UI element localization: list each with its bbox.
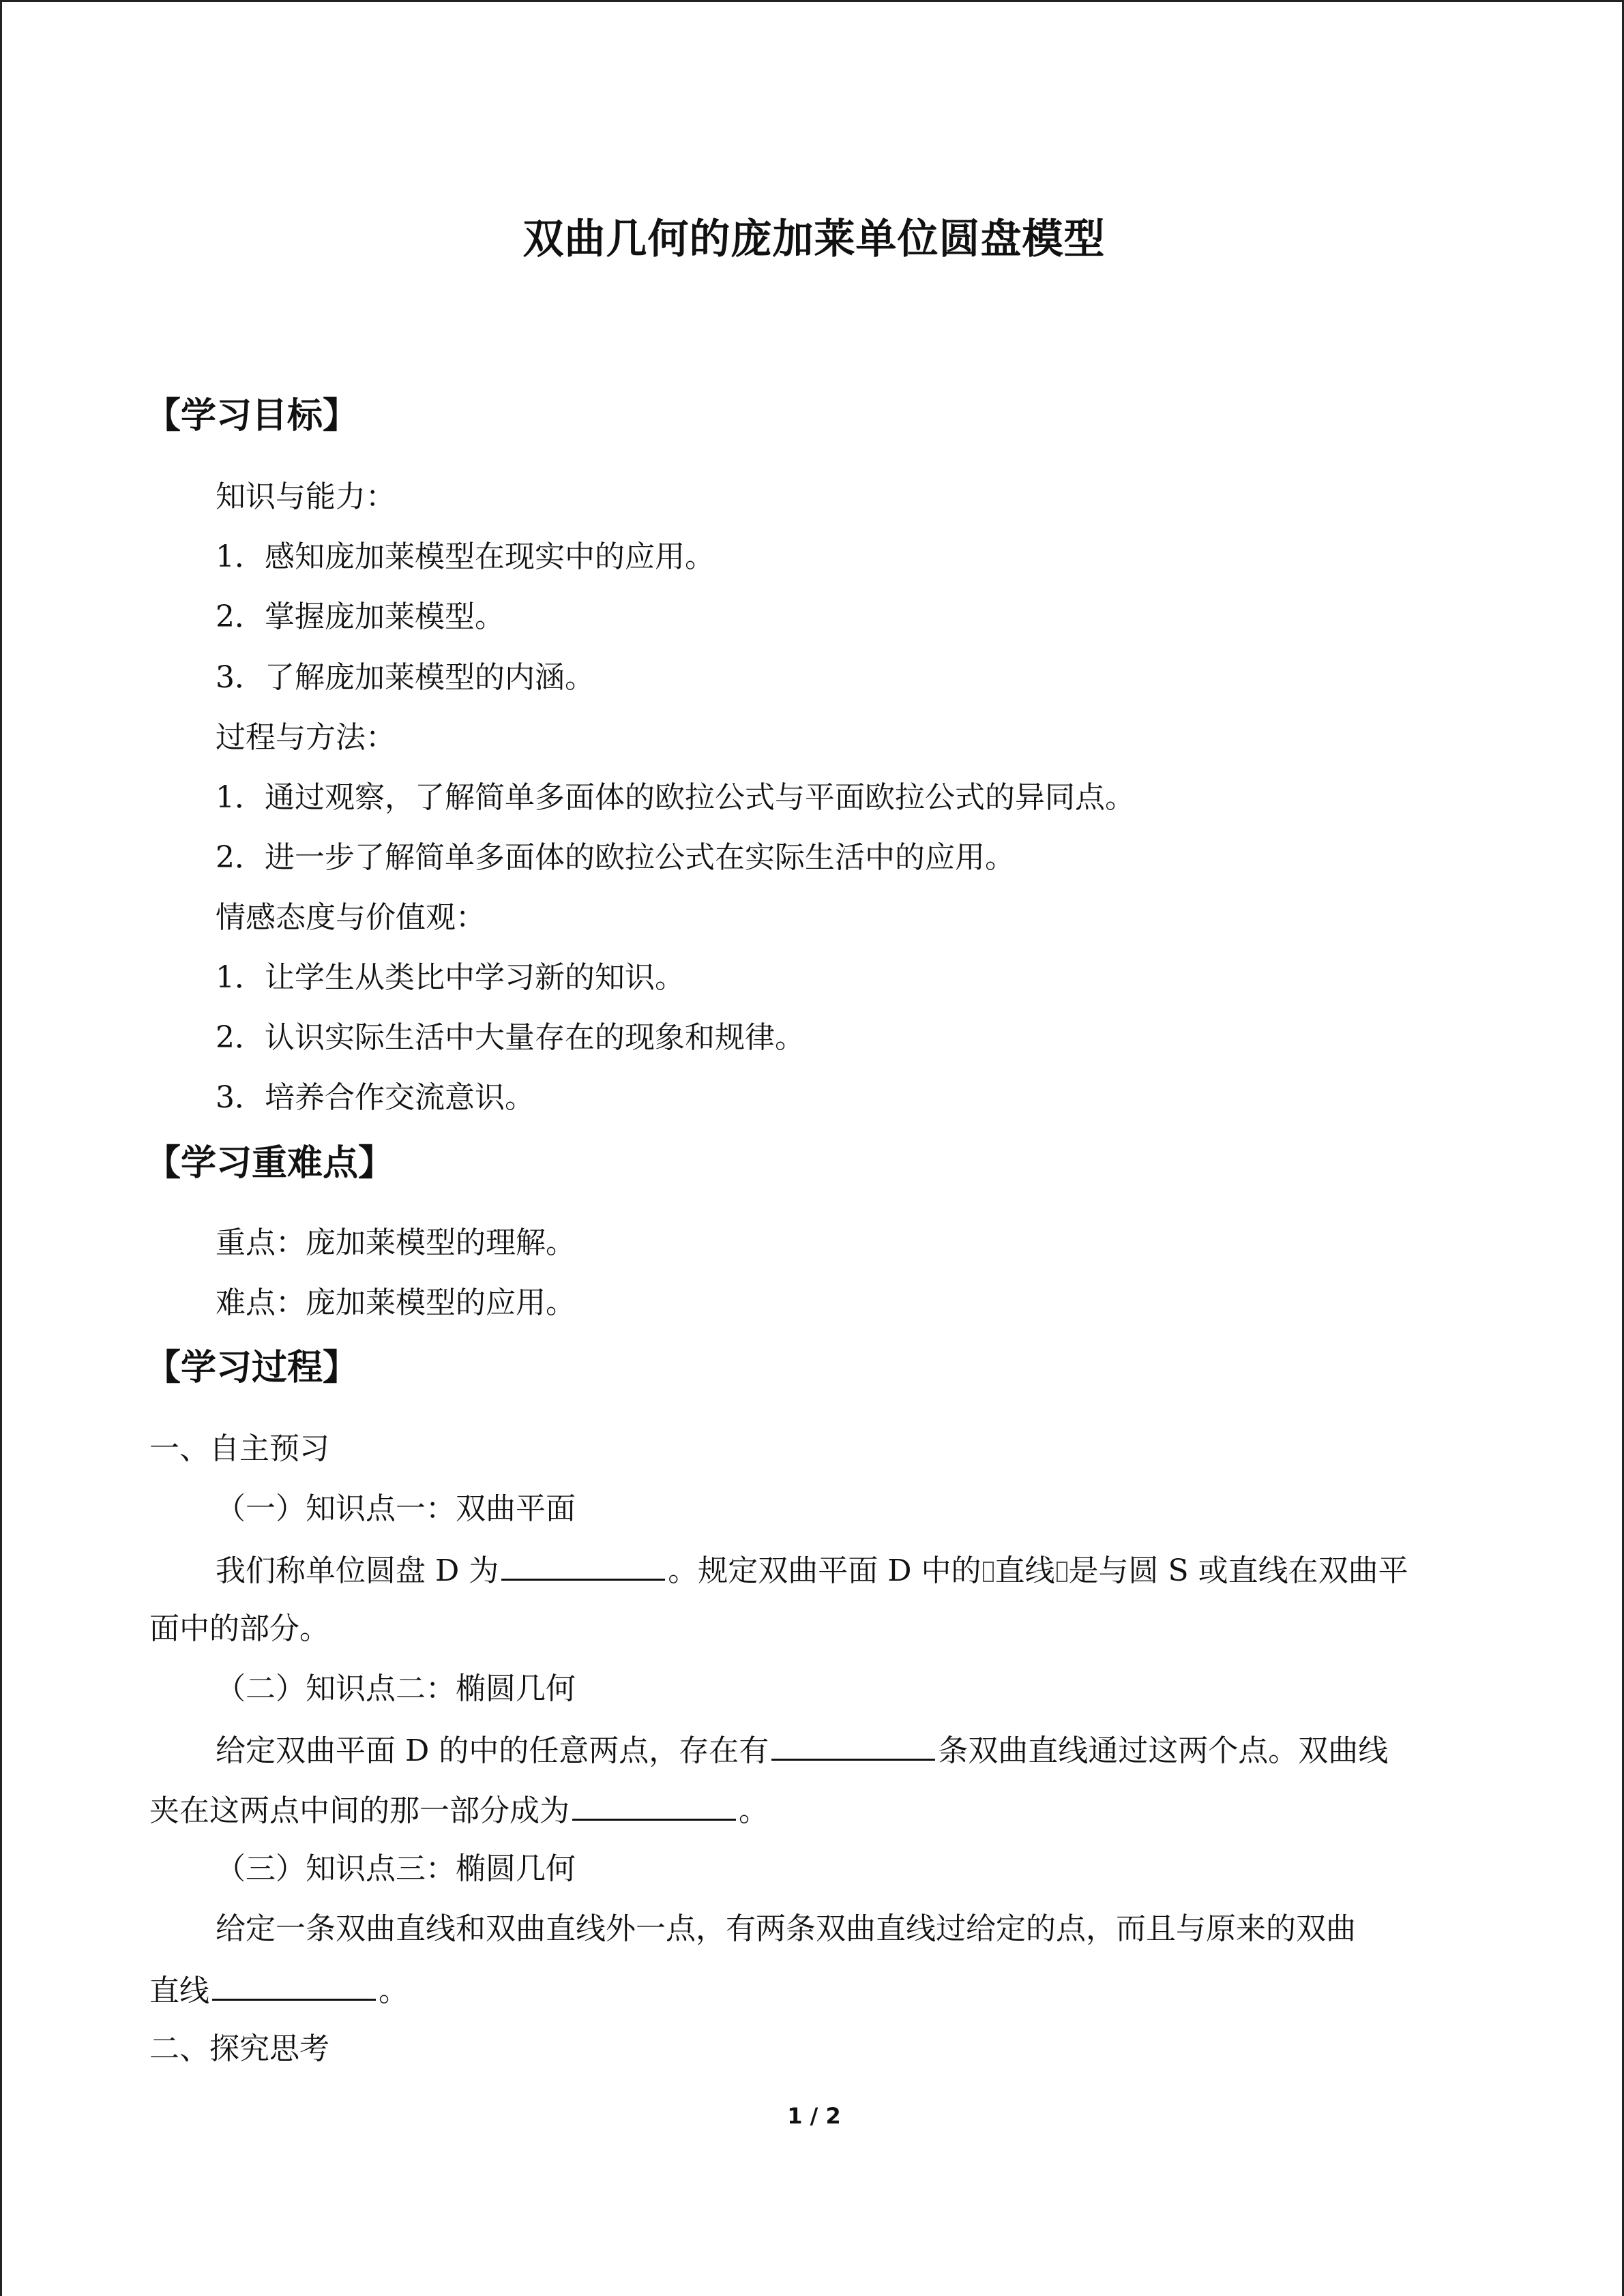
key-point: 重点：庞加莱模型的理解。 bbox=[216, 1225, 576, 1260]
kp2-title: （二）知识点二：椭圆几何 bbox=[216, 1671, 576, 1706]
process-item-2: 2．进一步了解简单多面体的欧拉公式在实际生活中的应用。 bbox=[216, 840, 1015, 875]
kp3-text-b: 直线 bbox=[149, 1973, 209, 2008]
fill-blank-2[interactable] bbox=[771, 1729, 935, 1761]
kp1-title: （一）知识点一：双曲平面 bbox=[216, 1491, 576, 1526]
section-heading-difficulties: 【学习重难点】 bbox=[145, 1143, 394, 1184]
missing-glyph-box bbox=[983, 1562, 994, 1582]
section-heading-process: 【学习过程】 bbox=[145, 1347, 359, 1388]
kp2-text-c: 夹在这两点中间的那一部分成为 bbox=[149, 1793, 570, 1828]
kp1-paragraph-line1 bbox=[216, 1549, 1408, 1592]
kp3-title: （三）知识点三：椭圆几何 bbox=[216, 1851, 576, 1886]
hard-point: 难点：庞加莱模型的应用。 bbox=[216, 1285, 576, 1320]
part2-title: 二、探究思考 bbox=[149, 2031, 329, 2066]
knowledge-item-2: 2．掌握庞加莱模型。 bbox=[216, 599, 505, 634]
kp2-paragraph-line1 bbox=[216, 1729, 1388, 1772]
knowledge-item-3: 3．了解庞加莱模型的内涵。 bbox=[216, 660, 595, 695]
page-number: 1 / 2 bbox=[787, 2103, 841, 2129]
kp1-text-d: 是与圆 S 或直线在双曲平 bbox=[1068, 1553, 1408, 1588]
fill-blank-3[interactable] bbox=[572, 1789, 736, 1821]
kp2-text-d: 。 bbox=[739, 1793, 769, 1828]
kp2-paragraph-line2 bbox=[149, 1789, 769, 1832]
process-item-1: 1．通过观察，了解简单多面体的欧拉公式与平面欧拉公式的异同点。 bbox=[216, 780, 1135, 815]
kp1-text-b: 。规定双曲平面 D 中的 bbox=[668, 1553, 981, 1588]
kp3-text-a: 给定一条双曲直线和双曲直线外一点，有两条双曲直线过给定的点，而且与原来的双曲 bbox=[216, 1911, 1356, 1946]
document-title: 双曲几何的庞加莱单位圆盘模型 bbox=[522, 215, 1106, 263]
emotion-item-3: 3．培养合作交流意识。 bbox=[216, 1080, 535, 1115]
knowledge-item-1: 1．感知庞加莱模型在现实中的应用。 bbox=[216, 539, 715, 574]
emotion-label: 情感态度与价值观： bbox=[216, 900, 486, 935]
section-heading-goals: 【学习目标】 bbox=[145, 396, 359, 436]
knowledge-label: 知识与能力： bbox=[216, 479, 396, 514]
kp2-text-a: 给定双曲平面 D 的中的任意两点，存在有 bbox=[216, 1733, 769, 1768]
part1-title: 一、自主预习 bbox=[149, 1431, 329, 1466]
fill-blank-1[interactable] bbox=[501, 1549, 665, 1581]
kp3-text-c: 。 bbox=[379, 1973, 409, 2008]
missing-glyph-box bbox=[1057, 1562, 1067, 1582]
fill-blank-4[interactable] bbox=[212, 1969, 376, 2001]
kp1-text-e: 面中的部分。 bbox=[149, 1611, 329, 1646]
kp3-paragraph-line2 bbox=[149, 1969, 409, 2012]
kp1-text-a: 我们称单位圆盘 D 为 bbox=[216, 1553, 499, 1588]
kp2-text-b: 条双曲直线通过这两个点。双曲线 bbox=[938, 1733, 1389, 1768]
emotion-item-2: 2．认识实际生活中大量存在的现象和规律。 bbox=[216, 1020, 805, 1055]
emotion-item-1: 1．让学生从类比中学习新的知识。 bbox=[216, 960, 685, 995]
kp1-text-c: 直线 bbox=[994, 1553, 1055, 1588]
process-label: 过程与方法： bbox=[216, 720, 396, 755]
